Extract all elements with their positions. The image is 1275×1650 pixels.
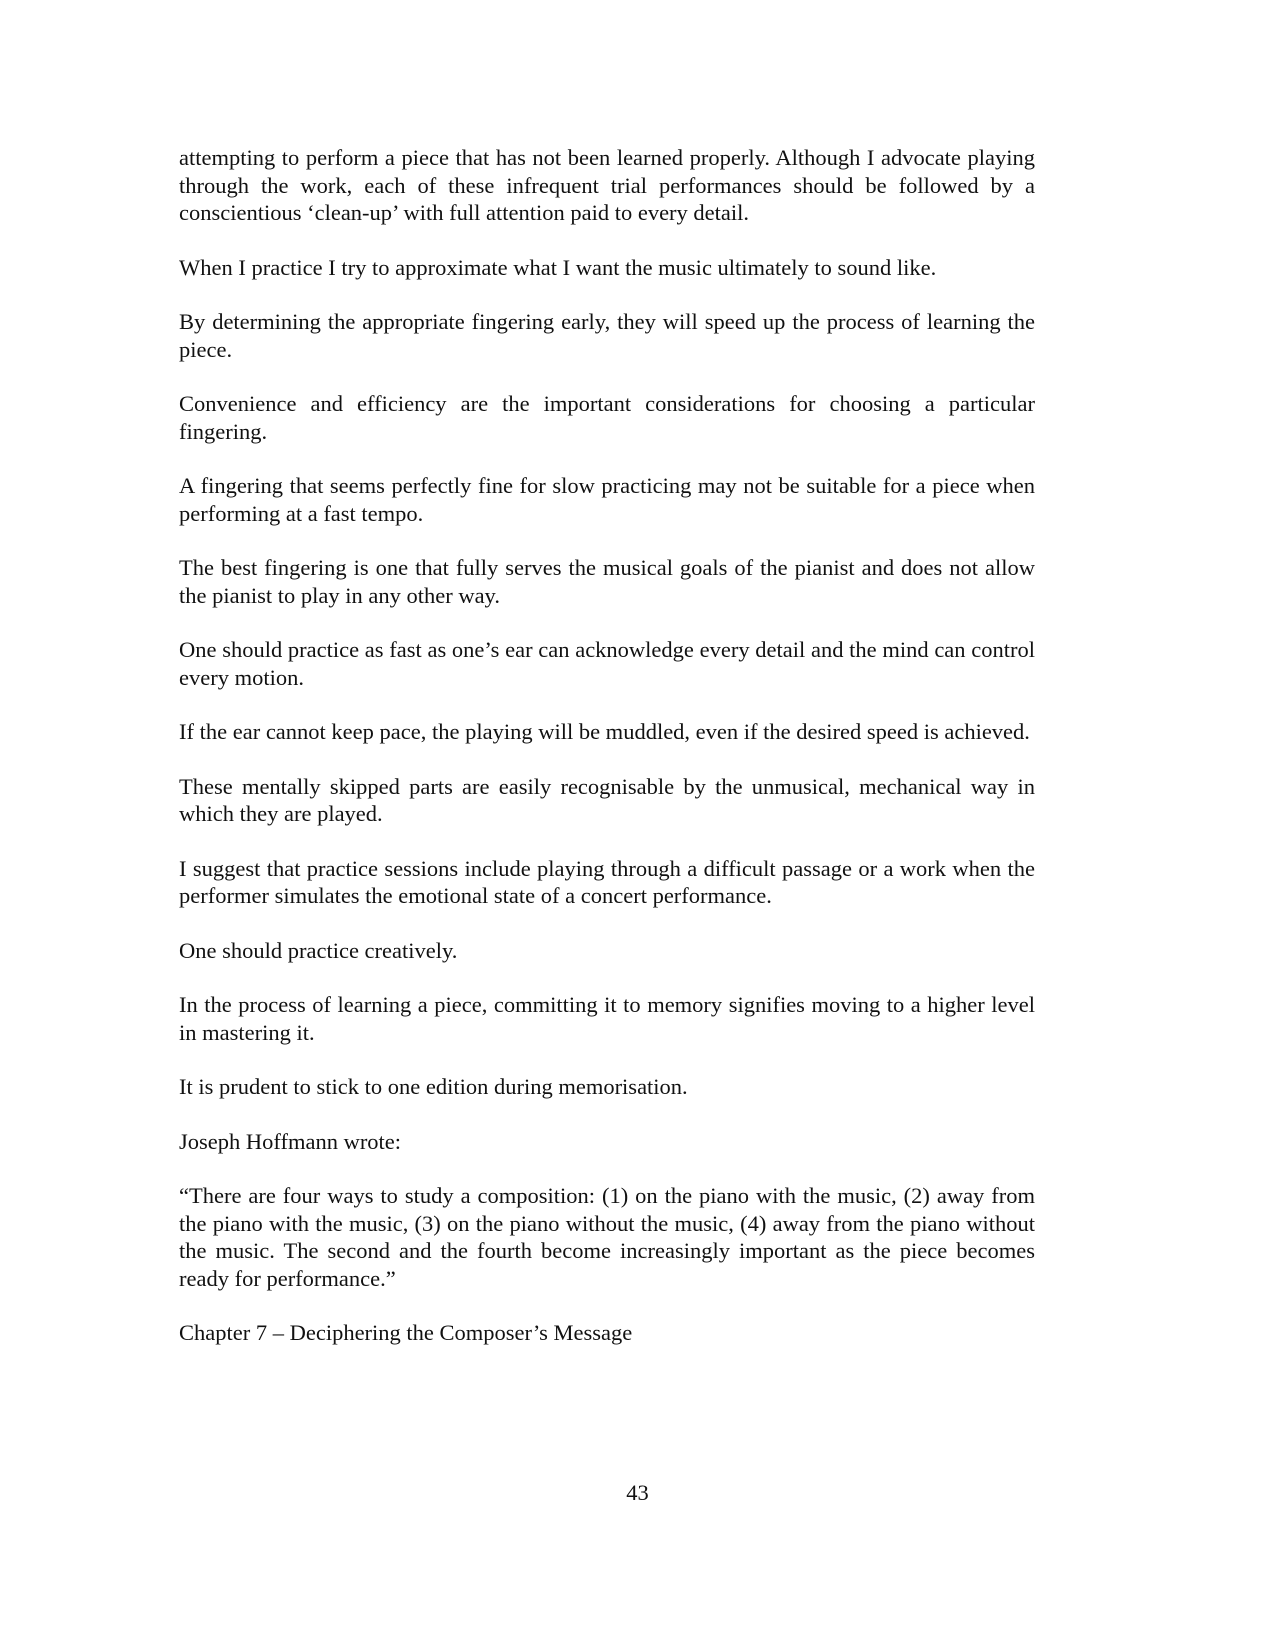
page-body	[179, 144, 1035, 1374]
paragraph-slow-practicing: A fingering that seems perfectly fine for slow practicing may not be suitable for a piece when performing at a fast tempo.	[179, 473, 1035, 526]
paragraph-hoffmann-intro: Joseph Hoffmann wrote:	[179, 1128, 402, 1154]
page-number: 43	[626, 1480, 649, 1505]
chapter-heading: Chapter 7 – Deciphering the Composer’s Message	[179, 1320, 633, 1345]
paragraph-best-fingering: The best fingering is one that fully serves the musical goals of the pianist and does not allow the pianist to play in any other way.	[179, 555, 1035, 608]
paragraph-skipped-parts: These mentally skipped parts are easily recognisable by the unmusical, mechanical way in which they are played.	[179, 773, 1035, 826]
paragraph-practice-sessions: I suggest that practice sessions include playing through a difficult passage or a work when the performer simulates the emotional state of a concert performance.	[179, 855, 1035, 908]
paragraph-hoffmann-quote: “There are four ways to study a composition: (1) on the piano with the music, (2) away from the piano with the music, (3) on the piano without the music, (4) away from the piano without the music. The second and the fourth become increasingly important as the piece becomes ready for performance.”	[179, 1183, 1035, 1291]
paragraph-convenience-efficiency: Convenience and efficiency are the important considerations for choosing a particular fingering.	[179, 391, 1035, 444]
paragraph-ear-pace: If the ear cannot keep pace, the playing will be muddled, even if the desired speed is achieved.	[179, 719, 1030, 744]
paragraph-memory: In the process of learning a piece, committing it to memory signifies moving to a higher level in mastering it.	[179, 992, 1035, 1045]
paragraph-approximate-sound: When I practice I try to approximate what I want the music ultimately to sound like.	[179, 254, 937, 280]
paragraph-continued-practice: attempting to perform a piece that has not been learned properly. Although I advocate playing through the work, each of these infrequent trial performances should be followed by a conscientious ‘clean-up’ with full attention paid to every detail.	[179, 145, 1035, 225]
paragraph-one-edition: It is prudent to stick to one edition during memorisation.	[179, 1074, 688, 1099]
paragraph-practice-creatively: One should practice creatively.	[179, 937, 458, 963]
paragraph-practice-speed: One should practice as fast as one’s ear can acknowledge every detail and the mind can control every motion.	[179, 637, 1035, 690]
paragraph-fingering-early: By determining the appropriate fingering early, they will speed up the process of learning the piece.	[179, 309, 1035, 362]
